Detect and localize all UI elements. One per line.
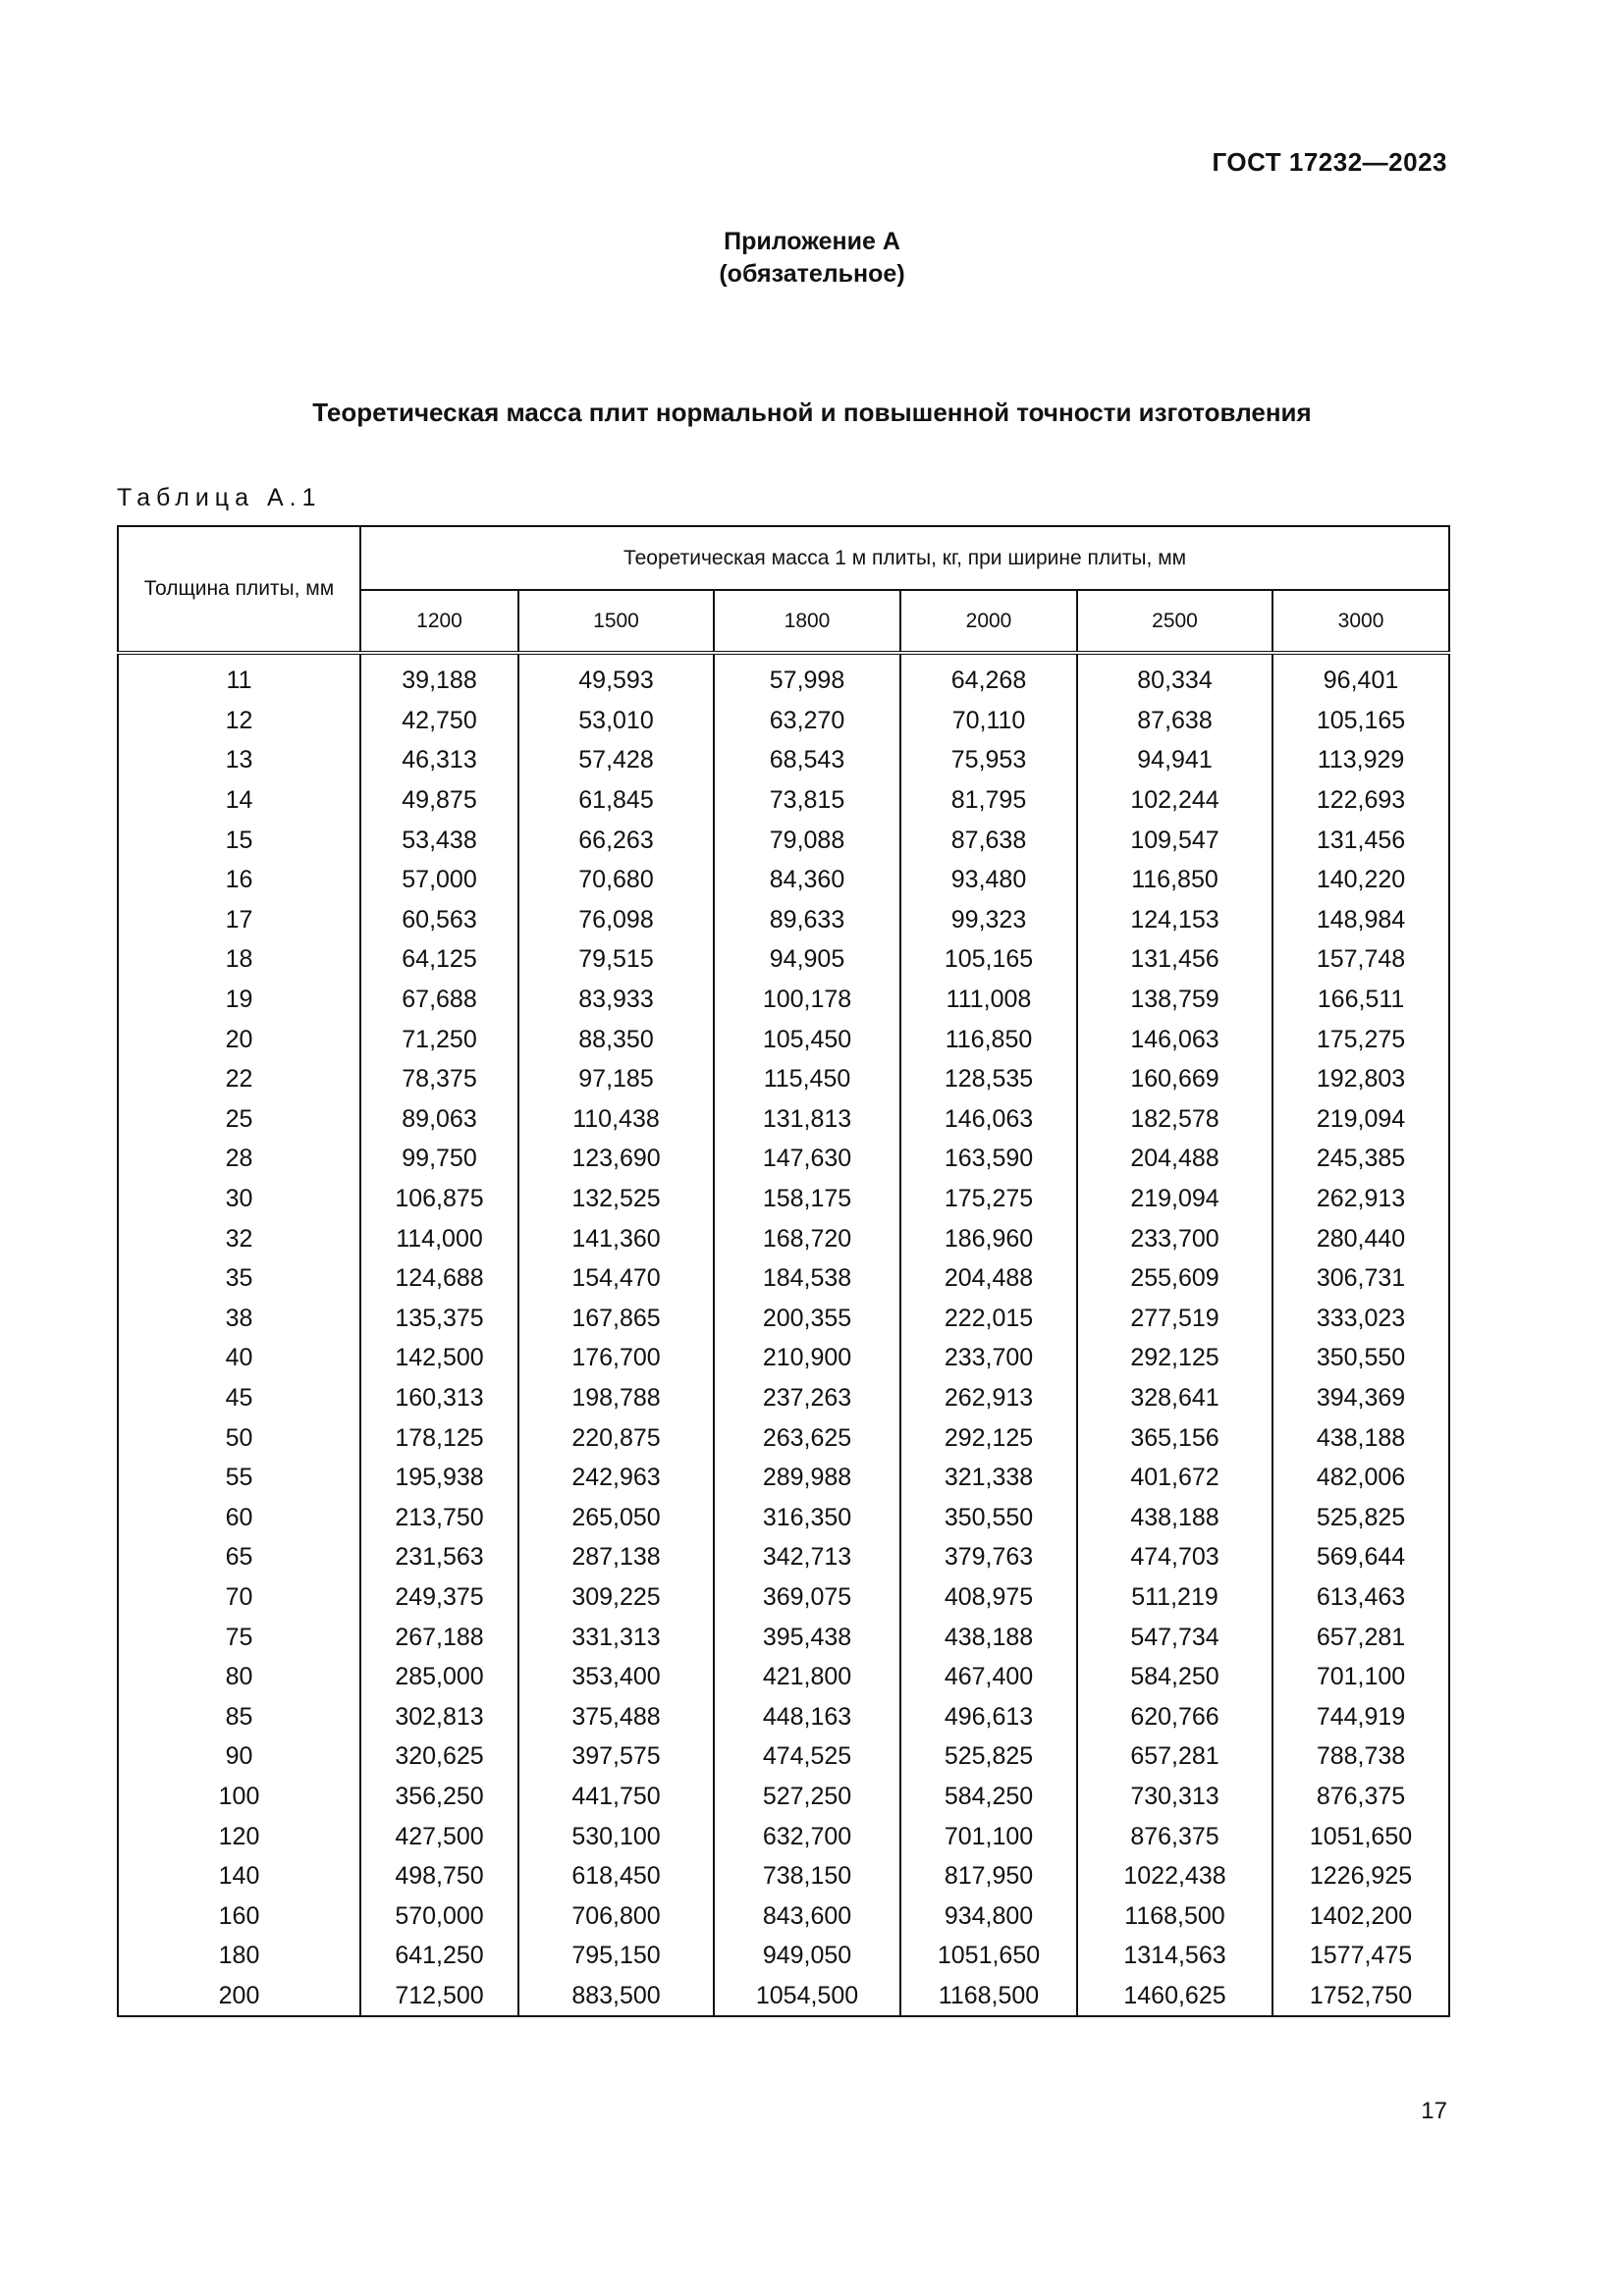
mass-cell: 39,188	[360, 653, 518, 701]
table-row	[118, 1299, 1449, 1339]
mass-cell: 876,375	[1077, 1816, 1272, 1856]
mass-cell: 70,110	[900, 701, 1077, 741]
mass-cell: 245,385	[1272, 1139, 1449, 1179]
mass-cell: 113,929	[1272, 740, 1449, 780]
thickness-cell: 80	[118, 1657, 360, 1697]
appendix-heading	[0, 226, 1624, 291]
table-row	[118, 653, 1449, 701]
mass-cell: 81,795	[900, 780, 1077, 821]
mass-cell: 441,750	[518, 1777, 714, 1817]
mass-cell: 356,250	[360, 1777, 518, 1817]
table-row	[118, 1019, 1449, 1059]
mass-cell: 285,000	[360, 1657, 518, 1697]
mass-cell: 1022,438	[1077, 1856, 1272, 1896]
thickness-cell: 200	[118, 1976, 360, 2017]
mass-cell: 157,748	[1272, 939, 1449, 980]
mass-cell: 109,547	[1077, 820, 1272, 860]
mass-cell: 64,268	[900, 653, 1077, 701]
mass-cell: 87,638	[1077, 701, 1272, 741]
thickness-cell: 17	[118, 900, 360, 940]
table-header	[118, 526, 1449, 653]
mass-cell: 80,334	[1077, 653, 1272, 701]
mass-cell: 474,703	[1077, 1537, 1272, 1577]
thickness-cell: 65	[118, 1537, 360, 1577]
mass-cell: 289,988	[714, 1458, 900, 1498]
mass-cell: 306,731	[1272, 1258, 1449, 1299]
thickness-cell: 35	[118, 1258, 360, 1299]
mass-cell: 131,456	[1077, 939, 1272, 980]
table-row	[118, 1497, 1449, 1537]
thickness-cell: 13	[118, 740, 360, 780]
width-column-header: 1500	[518, 590, 714, 653]
table-row	[118, 939, 1449, 980]
mass-cell: 1752,750	[1272, 1976, 1449, 2017]
mass-cell: 738,150	[714, 1856, 900, 1896]
mass-cell: 116,850	[900, 1019, 1077, 1059]
mass-cell: 68,543	[714, 740, 900, 780]
thickness-cell: 120	[118, 1816, 360, 1856]
appendix-status: (обязательное)	[719, 260, 905, 288]
mass-cell: 186,960	[900, 1218, 1077, 1258]
table-row	[118, 1936, 1449, 1976]
thickness-cell: 75	[118, 1617, 360, 1657]
mass-cell: 158,175	[714, 1179, 900, 1219]
mass-cell: 744,919	[1272, 1696, 1449, 1736]
table-row	[118, 1777, 1449, 1817]
mass-cell: 220,875	[518, 1417, 714, 1458]
mass-cell: 530,100	[518, 1816, 714, 1856]
mass-cell: 467,400	[900, 1657, 1077, 1697]
mass-cell: 124,153	[1077, 900, 1272, 940]
mass-cell: 175,275	[900, 1179, 1077, 1219]
mass-group-header: Теоретическая масса 1 м плиты, кг, при ширине плиты, мм	[360, 526, 1449, 590]
mass-cell: 53,010	[518, 701, 714, 741]
mass-cell: 369,075	[714, 1577, 900, 1618]
mass-cell: 280,440	[1272, 1218, 1449, 1258]
mass-cell: 401,672	[1077, 1458, 1272, 1498]
mass-cell: 263,625	[714, 1417, 900, 1458]
mass-cell: 287,138	[518, 1537, 714, 1577]
mass-cell: 154,470	[518, 1258, 714, 1299]
mass-cell: 1168,500	[900, 1976, 1077, 2017]
mass-cell: 309,225	[518, 1577, 714, 1618]
mass-cell: 182,578	[1077, 1099, 1272, 1140]
thickness-cell: 20	[118, 1019, 360, 1059]
mass-cell: 618,450	[518, 1856, 714, 1896]
table-row	[118, 980, 1449, 1020]
mass-cell: 525,825	[900, 1736, 1077, 1777]
mass-cell: 701,100	[1272, 1657, 1449, 1697]
thickness-cell: 100	[118, 1777, 360, 1817]
mass-cell: 375,488	[518, 1696, 714, 1736]
mass-cell: 76,098	[518, 900, 714, 940]
mass-cell: 262,913	[1272, 1179, 1449, 1219]
mass-cell: 204,488	[900, 1258, 1077, 1299]
mass-cell: 1460,625	[1077, 1976, 1272, 2017]
table-row	[118, 1139, 1449, 1179]
table-row	[118, 1258, 1449, 1299]
page-title: Теоретическая масса плит нормальной и повышенной точности изготовления	[312, 398, 1312, 427]
mass-cell: 712,500	[360, 1976, 518, 2017]
mass-cell: 448,163	[714, 1696, 900, 1736]
mass-cell: 1051,650	[1272, 1816, 1449, 1856]
table-row	[118, 701, 1449, 741]
mass-cell: 395,438	[714, 1617, 900, 1657]
mass-cell: 379,763	[900, 1537, 1077, 1577]
mass-cell: 160,313	[360, 1378, 518, 1418]
thickness-cell: 38	[118, 1299, 360, 1339]
mass-cell: 148,984	[1272, 900, 1449, 940]
mass-cell: 620,766	[1077, 1696, 1272, 1736]
thickness-cell: 14	[118, 780, 360, 821]
mass-cell: 57,998	[714, 653, 900, 701]
mass-cell: 84,360	[714, 860, 900, 900]
table-row	[118, 1896, 1449, 1936]
mass-cell: 641,250	[360, 1936, 518, 1976]
mass-cell: 99,750	[360, 1139, 518, 1179]
mass-cell: 527,250	[714, 1777, 900, 1817]
mass-cell: 233,700	[900, 1338, 1077, 1378]
mass-cell: 61,845	[518, 780, 714, 821]
mass-cell: 1051,650	[900, 1936, 1077, 1976]
mass-cell: 64,125	[360, 939, 518, 980]
mass-cell: 122,693	[1272, 780, 1449, 821]
mass-cell: 394,369	[1272, 1378, 1449, 1418]
mass-cell: 482,006	[1272, 1458, 1449, 1498]
table-row	[118, 780, 1449, 821]
mass-cell: 42,750	[360, 701, 518, 741]
mass-cell: 94,905	[714, 939, 900, 980]
mass-cell: 83,933	[518, 980, 714, 1020]
table-row	[118, 1657, 1449, 1697]
mass-cell: 100,178	[714, 980, 900, 1020]
mass-cell: 292,125	[900, 1417, 1077, 1458]
mass-cell: 427,500	[360, 1816, 518, 1856]
mass-cell: 184,538	[714, 1258, 900, 1299]
mass-cell: 934,800	[900, 1896, 1077, 1936]
thickness-cell: 32	[118, 1218, 360, 1258]
table-row	[118, 1179, 1449, 1219]
mass-cell: 1577,475	[1272, 1936, 1449, 1976]
mass-cell: 57,000	[360, 860, 518, 900]
mass-cell: 219,094	[1077, 1179, 1272, 1219]
mass-cell: 131,813	[714, 1099, 900, 1140]
mass-cell: 421,800	[714, 1657, 900, 1697]
mass-cell: 213,750	[360, 1497, 518, 1537]
mass-cell: 1314,563	[1077, 1936, 1272, 1976]
mass-cell: 75,953	[900, 740, 1077, 780]
table-row	[118, 1736, 1449, 1777]
mass-cell: 97,185	[518, 1059, 714, 1099]
thickness-cell: 90	[118, 1736, 360, 1777]
mass-cell: 140,220	[1272, 860, 1449, 900]
mass-cell: 89,063	[360, 1099, 518, 1140]
mass-cell: 613,463	[1272, 1577, 1449, 1618]
mass-cell: 438,188	[1272, 1417, 1449, 1458]
appendix-title: Приложение А	[724, 228, 900, 255]
mass-cell: 249,375	[360, 1577, 518, 1618]
table-row	[118, 1696, 1449, 1736]
mass-cell: 128,535	[900, 1059, 1077, 1099]
mass-cell: 132,525	[518, 1179, 714, 1219]
mass-cell: 94,941	[1077, 740, 1272, 780]
mass-cell: 231,563	[360, 1537, 518, 1577]
mass-cell: 88,350	[518, 1019, 714, 1059]
mass-cell: 321,338	[900, 1458, 1077, 1498]
table-row	[118, 740, 1449, 780]
mass-cell: 302,813	[360, 1696, 518, 1736]
mass-cell: 106,875	[360, 1179, 518, 1219]
width-column-header: 2000	[900, 590, 1077, 653]
mass-cell: 438,188	[900, 1617, 1077, 1657]
mass-cell: 71,250	[360, 1019, 518, 1059]
table-row	[118, 1577, 1449, 1618]
mass-cell: 511,219	[1077, 1577, 1272, 1618]
mass-cell: 175,275	[1272, 1019, 1449, 1059]
mass-cell: 1402,200	[1272, 1896, 1449, 1936]
mass-cell: 1168,500	[1077, 1896, 1272, 1936]
table-row	[118, 900, 1449, 940]
thickness-cell: 16	[118, 860, 360, 900]
table-row	[118, 1617, 1449, 1657]
mass-cell: 496,613	[900, 1696, 1077, 1736]
mass-cell: 584,250	[1077, 1657, 1272, 1697]
mass-cell: 333,023	[1272, 1299, 1449, 1339]
thickness-cell: 25	[118, 1099, 360, 1140]
thickness-cell: 40	[118, 1338, 360, 1378]
table-row	[118, 820, 1449, 860]
mass-cell: 730,313	[1077, 1777, 1272, 1817]
mass-cell: 163,590	[900, 1139, 1077, 1179]
mass-cell: 706,800	[518, 1896, 714, 1936]
thickness-column-header: Толщина плиты, мм	[118, 526, 360, 653]
mass-cell: 138,759	[1077, 980, 1272, 1020]
document-code: ГОСТ 17232—2023	[1212, 147, 1447, 177]
table-row	[118, 1218, 1449, 1258]
mass-cell: 79,515	[518, 939, 714, 980]
mass-cell: 632,700	[714, 1816, 900, 1856]
thickness-cell: 180	[118, 1936, 360, 1976]
mass-cell: 277,519	[1077, 1299, 1272, 1339]
thickness-cell: 50	[118, 1417, 360, 1458]
mass-cell: 178,125	[360, 1417, 518, 1458]
mass-cell: 265,050	[518, 1497, 714, 1537]
mass-cell: 233,700	[1077, 1218, 1272, 1258]
mass-cell: 320,625	[360, 1736, 518, 1777]
width-column-header: 1800	[714, 590, 900, 653]
mass-cell: 78,375	[360, 1059, 518, 1099]
mass-cell: 657,281	[1272, 1617, 1449, 1657]
mass-cell: 73,815	[714, 780, 900, 821]
table-row	[118, 1537, 1449, 1577]
mass-cell: 474,525	[714, 1736, 900, 1777]
table-body	[118, 653, 1449, 2016]
mass-cell: 195,938	[360, 1458, 518, 1498]
thickness-cell: 85	[118, 1696, 360, 1736]
mass-cell: 111,008	[900, 980, 1077, 1020]
table-row	[118, 1338, 1449, 1378]
mass-cell: 105,165	[900, 939, 1077, 980]
thickness-cell: 55	[118, 1458, 360, 1498]
table-row	[118, 1458, 1449, 1498]
mass-cell: 146,063	[900, 1099, 1077, 1140]
mass-table	[117, 525, 1450, 2017]
mass-cell: 135,375	[360, 1299, 518, 1339]
table-row	[118, 1378, 1449, 1418]
mass-cell: 365,156	[1077, 1417, 1272, 1458]
mass-cell: 168,720	[714, 1218, 900, 1258]
table-row	[118, 1417, 1449, 1458]
page-number: 17	[1421, 2098, 1447, 2124]
width-column-header: 2500	[1077, 590, 1272, 653]
table-row	[118, 1816, 1449, 1856]
thickness-cell: 11	[118, 653, 360, 701]
mass-cell: 267,188	[360, 1617, 518, 1657]
thickness-cell: 28	[118, 1139, 360, 1179]
mass-cell: 63,270	[714, 701, 900, 741]
table-row	[118, 1976, 1449, 2017]
width-column-header: 3000	[1272, 590, 1449, 653]
mass-cell: 105,165	[1272, 701, 1449, 741]
mass-cell: 124,688	[360, 1258, 518, 1299]
mass-cell: 843,600	[714, 1896, 900, 1936]
thickness-cell: 140	[118, 1856, 360, 1896]
table-row	[118, 860, 1449, 900]
mass-cell: 350,550	[900, 1497, 1077, 1537]
mass-cell: 883,500	[518, 1976, 714, 2017]
mass-cell: 292,125	[1077, 1338, 1272, 1378]
mass-cell: 569,644	[1272, 1537, 1449, 1577]
mass-cell: 66,263	[518, 820, 714, 860]
table-row	[118, 1856, 1449, 1896]
mass-cell: 237,263	[714, 1378, 900, 1418]
mass-cell: 331,313	[518, 1617, 714, 1657]
mass-cell: 498,750	[360, 1856, 518, 1896]
mass-cell: 795,150	[518, 1936, 714, 1976]
thickness-cell: 160	[118, 1896, 360, 1936]
mass-cell: 49,593	[518, 653, 714, 701]
mass-cell: 96,401	[1272, 653, 1449, 701]
thickness-cell: 60	[118, 1497, 360, 1537]
mass-cell: 255,609	[1077, 1258, 1272, 1299]
mass-cell: 408,975	[900, 1577, 1077, 1618]
thickness-cell: 12	[118, 701, 360, 741]
mass-cell: 584,250	[900, 1777, 1077, 1817]
mass-cell: 262,913	[900, 1378, 1077, 1418]
mass-cell: 99,323	[900, 900, 1077, 940]
mass-cell: 114,000	[360, 1218, 518, 1258]
mass-cell: 166,511	[1272, 980, 1449, 1020]
mass-cell: 123,690	[518, 1139, 714, 1179]
mass-cell: 242,963	[518, 1458, 714, 1498]
mass-cell: 46,313	[360, 740, 518, 780]
mass-cell: 115,450	[714, 1059, 900, 1099]
mass-cell: 141,360	[518, 1218, 714, 1258]
mass-cell: 160,669	[1077, 1059, 1272, 1099]
mass-cell: 316,350	[714, 1497, 900, 1537]
mass-cell: 60,563	[360, 900, 518, 940]
table-caption: Таблица А.1	[117, 484, 322, 511]
mass-cell: 876,375	[1272, 1777, 1449, 1817]
thickness-cell: 18	[118, 939, 360, 980]
mass-cell: 657,281	[1077, 1736, 1272, 1777]
mass-cell: 176,700	[518, 1338, 714, 1378]
mass-cell: 328,641	[1077, 1378, 1272, 1418]
mass-cell: 547,734	[1077, 1617, 1272, 1657]
table-row	[118, 1099, 1449, 1140]
mass-cell: 1226,925	[1272, 1856, 1449, 1896]
mass-cell: 87,638	[900, 820, 1077, 860]
table-row	[118, 1059, 1449, 1099]
mass-cell: 70,680	[518, 860, 714, 900]
mass-cell: 192,803	[1272, 1059, 1449, 1099]
mass-cell: 142,500	[360, 1338, 518, 1378]
thickness-cell: 45	[118, 1378, 360, 1418]
mass-cell: 57,428	[518, 740, 714, 780]
mass-cell: 525,825	[1272, 1497, 1449, 1537]
mass-cell: 222,015	[900, 1299, 1077, 1339]
width-column-header: 1200	[360, 590, 518, 653]
mass-cell: 200,355	[714, 1299, 900, 1339]
mass-cell: 49,875	[360, 780, 518, 821]
mass-cell: 102,244	[1077, 780, 1272, 821]
mass-cell: 146,063	[1077, 1019, 1272, 1059]
thickness-cell: 70	[118, 1577, 360, 1618]
mass-cell: 219,094	[1272, 1099, 1449, 1140]
mass-cell: 438,188	[1077, 1497, 1272, 1537]
mass-cell: 350,550	[1272, 1338, 1449, 1378]
mass-cell: 147,630	[714, 1139, 900, 1179]
mass-cell: 198,788	[518, 1378, 714, 1418]
mass-cell: 817,950	[900, 1856, 1077, 1896]
mass-cell: 204,488	[1077, 1139, 1272, 1179]
mass-cell: 353,400	[518, 1657, 714, 1697]
mass-cell: 570,000	[360, 1896, 518, 1936]
mass-cell: 701,100	[900, 1816, 1077, 1856]
mass-cell: 949,050	[714, 1936, 900, 1976]
thickness-cell: 19	[118, 980, 360, 1020]
mass-cell: 116,850	[1077, 860, 1272, 900]
mass-cell: 167,865	[518, 1299, 714, 1339]
mass-cell: 397,575	[518, 1736, 714, 1777]
mass-cell: 1054,500	[714, 1976, 900, 2017]
mass-cell: 67,688	[360, 980, 518, 1020]
mass-cell: 110,438	[518, 1099, 714, 1140]
mass-cell: 105,450	[714, 1019, 900, 1059]
mass-cell: 131,456	[1272, 820, 1449, 860]
mass-cell: 210,900	[714, 1338, 900, 1378]
mass-cell: 89,633	[714, 900, 900, 940]
mass-cell: 79,088	[714, 820, 900, 860]
mass-cell: 53,438	[360, 820, 518, 860]
thickness-cell: 15	[118, 820, 360, 860]
mass-cell: 342,713	[714, 1537, 900, 1577]
mass-cell: 93,480	[900, 860, 1077, 900]
mass-cell: 788,738	[1272, 1736, 1449, 1777]
header-row-1	[118, 526, 1449, 590]
thickness-cell: 30	[118, 1179, 360, 1219]
thickness-cell: 22	[118, 1059, 360, 1099]
